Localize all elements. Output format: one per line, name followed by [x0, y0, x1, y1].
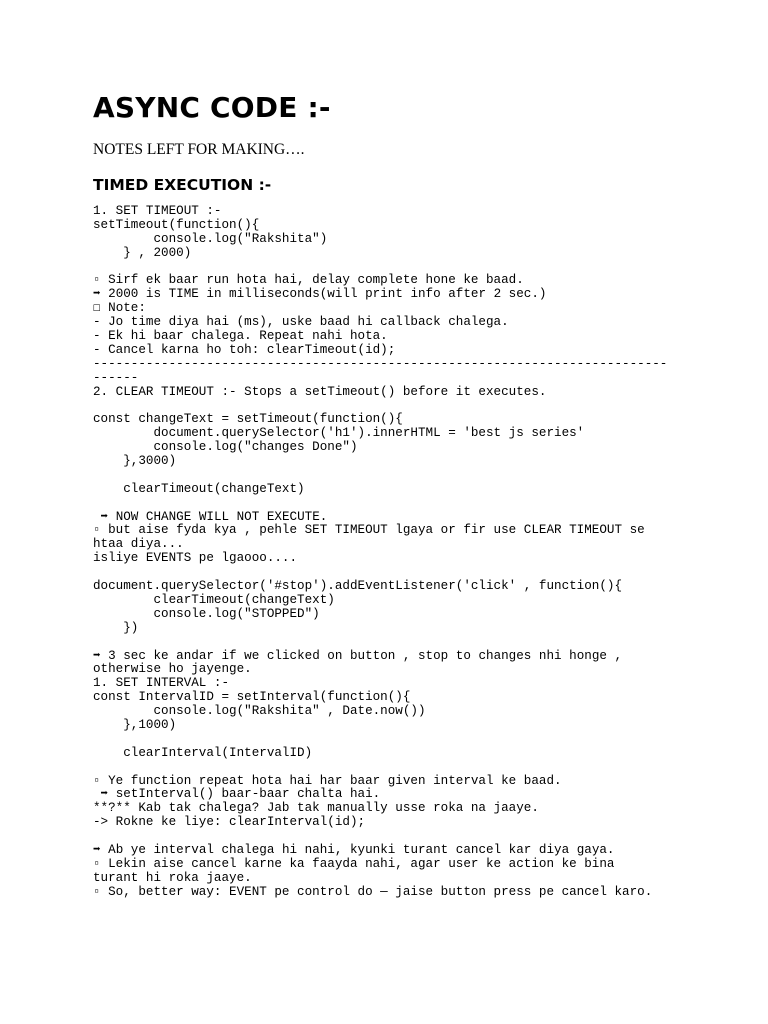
- note-line: ➡ setInterval() baar-baar chalta hai.: [93, 787, 381, 802]
- note-line: ➡ NOW CHANGE WILL NOT EXECUTE.: [93, 509, 328, 524]
- blank-line: [93, 733, 713, 747]
- note-line: ------: [93, 370, 139, 385]
- blank-line: [93, 399, 713, 413]
- blank-line: [93, 566, 713, 580]
- blank-line: [93, 497, 713, 511]
- note-line: const IntervalID = setInterval(function(){: [93, 690, 411, 705]
- note-line: const changeText = setTimeout(function(){: [93, 412, 403, 427]
- notes-code-block: [93, 205, 713, 900]
- blank-line: [93, 761, 713, 775]
- note-line: ➡ Ab ye interval chalega hi nahi, kyunki turant cancel kar diya gaya.: [93, 842, 615, 857]
- note-line: 1. SET INTERVAL :-: [93, 676, 230, 691]
- note-line: ➡ 3 sec ke andar if we clicked on button , stop to changes nhi honge ,: [93, 648, 623, 663]
- note-line: ▫ but aise fyda kya , pehle SET TIMEOUT lgaya or fir use CLEAR TIMEOUT se: [93, 523, 645, 538]
- note-line: htaa diya...: [93, 537, 184, 552]
- note-line: },3000): [93, 454, 177, 469]
- note-line: document.querySelector('h1').innerHTML = 'best js series': [93, 426, 585, 441]
- note-line: ▫ Sirf ek baar run hota hai, delay complete hone ke baad.: [93, 273, 524, 288]
- blank-line: [93, 636, 713, 650]
- note-line: } , 2000): [93, 245, 192, 260]
- page-subtitle: NOTES LEFT FOR MAKING….: [93, 141, 305, 158]
- note-line: },1000): [93, 717, 177, 732]
- note-line: console.log("changes Done"): [93, 440, 358, 455]
- note-line: clearInterval(IntervalID): [93, 745, 313, 760]
- note-line: isliye EVENTS pe lgaooo....: [93, 551, 298, 566]
- note-line: -> Rokne ke liye: clearInterval(id);: [93, 815, 366, 830]
- note-line: otherwise ho jayenge.: [93, 662, 252, 677]
- note-line: - Cancel karna ho toh: clearTimeout(id);: [93, 342, 396, 357]
- blank-line: [93, 261, 713, 275]
- note-line: console.log("STOPPED"): [93, 606, 320, 621]
- note-line: 2. CLEAR TIMEOUT :- Stops a setTimeout() before it executes.: [93, 384, 547, 399]
- note-line: setTimeout(function(){: [93, 217, 260, 232]
- note-line: }): [93, 620, 139, 635]
- blank-line: [93, 830, 713, 844]
- note-line: ----------------------------------------------------------------------------: [93, 356, 668, 371]
- blank-line: [93, 469, 713, 483]
- document-page: [93, 88, 713, 900]
- note-line: - Jo time diya hai (ms), uske baad hi callback chalega.: [93, 315, 509, 330]
- page-title: ASYNC CODE :-: [93, 91, 331, 124]
- note-line: clearTimeout(changeText): [93, 481, 305, 496]
- note-line: ▫ Ye function repeat hota hai har baar given interval ke baad.: [93, 773, 562, 788]
- note-line: ▫ Lekin aise cancel karne ka faayda nahi, agar user ke action ke bina: [93, 856, 615, 871]
- note-line: console.log("Rakshita" , Date.now()): [93, 704, 426, 719]
- note-line: ☐ Note:: [93, 301, 146, 316]
- note-line: document.querySelector('#stop').addEventListener('click' , function(){: [93, 579, 623, 594]
- note-line: turant hi roka jaaye.: [93, 870, 252, 885]
- note-line: **?** Kab tak chalega? Jab tak manually usse roka na jaaye.: [93, 801, 539, 816]
- note-line: console.log("Rakshita"): [93, 231, 328, 246]
- note-line: ▫ So, better way: EVENT pe control do — jaise button press pe cancel karo.: [93, 884, 653, 899]
- note-line: 1. SET TIMEOUT :-: [93, 204, 222, 218]
- section-heading: TIMED EXECUTION :-: [93, 176, 272, 194]
- note-line: ➡ 2000 is TIME in milliseconds(will print info after 2 sec.): [93, 287, 547, 302]
- note-line: clearTimeout(changeText): [93, 592, 335, 607]
- note-line: - Ek hi baar chalega. Repeat nahi hota.: [93, 329, 388, 344]
